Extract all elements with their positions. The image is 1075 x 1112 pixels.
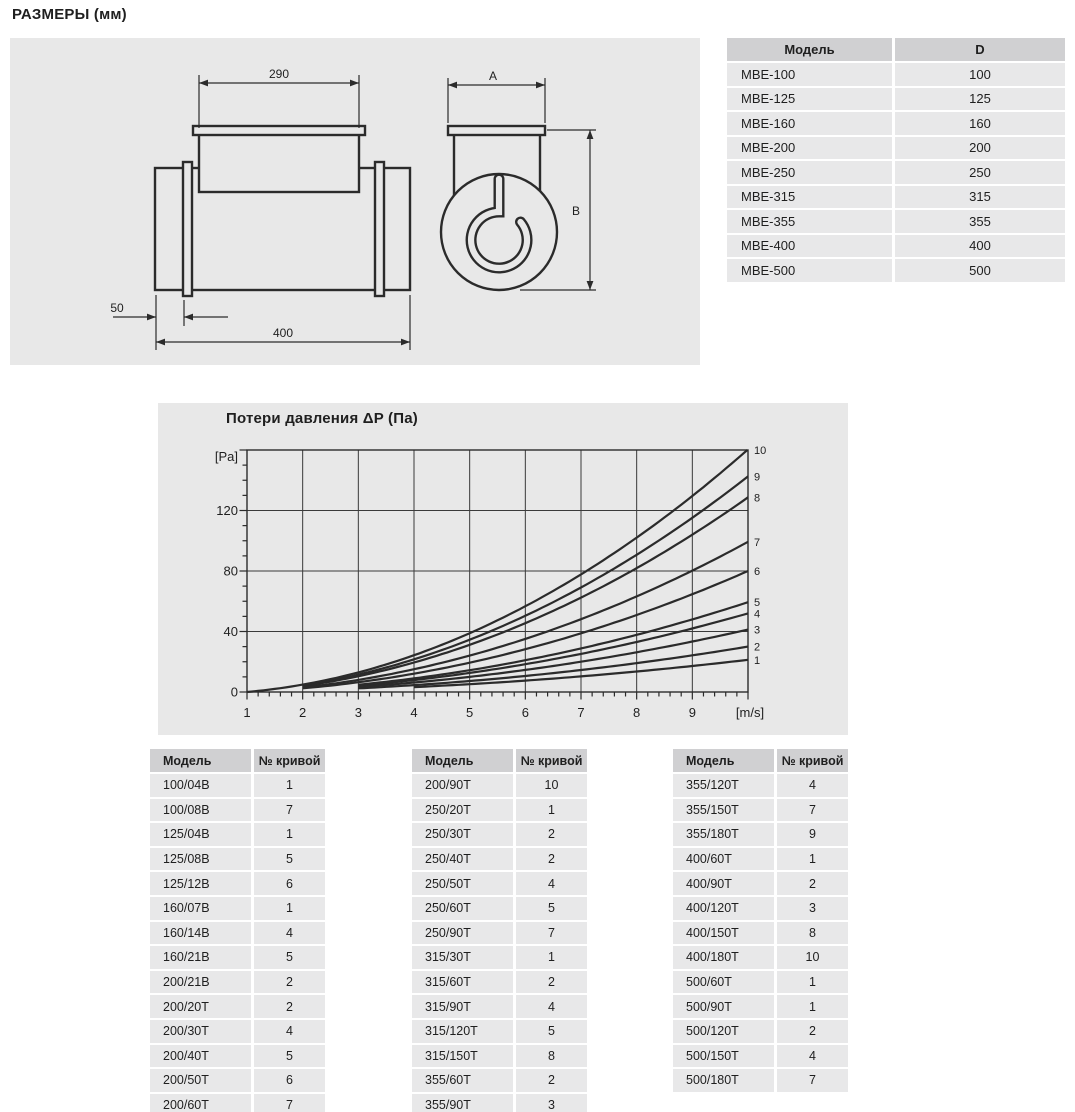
table-cell: 7 bbox=[254, 799, 325, 822]
x-tick-label: 3 bbox=[354, 705, 362, 720]
table-row bbox=[727, 259, 1065, 282]
table-cell: 2 bbox=[777, 872, 848, 895]
dimension-290 bbox=[199, 67, 359, 128]
table-row bbox=[673, 946, 848, 969]
table-row bbox=[150, 799, 325, 822]
table-cell: 1 bbox=[516, 946, 587, 969]
table-cell: 125/12В bbox=[150, 872, 254, 895]
table-cell: 4 bbox=[777, 774, 848, 797]
table-row bbox=[673, 774, 848, 797]
table-cell: 4 bbox=[516, 995, 587, 1018]
table-cell: 1 bbox=[254, 823, 325, 846]
table-row bbox=[727, 137, 1065, 160]
duct-heater-side-view bbox=[110, 67, 410, 350]
table-cell: 2 bbox=[516, 848, 587, 871]
column-header: Модель bbox=[150, 749, 254, 772]
curve-label: 3 bbox=[754, 624, 761, 637]
curve-label: 7 bbox=[754, 536, 761, 549]
table-row bbox=[673, 1045, 848, 1068]
table-cell: 160/21В bbox=[150, 946, 254, 969]
table-cell: МВЕ-355 bbox=[727, 210, 895, 233]
table-row bbox=[673, 848, 848, 871]
table-cell: 250/50Т bbox=[412, 872, 516, 895]
control-box-lid bbox=[193, 126, 365, 135]
x-tick-label: 2 bbox=[299, 705, 307, 720]
table-row bbox=[150, 848, 325, 871]
table-cell: 355/150Т bbox=[673, 799, 777, 822]
table-cell: 2 bbox=[254, 995, 325, 1018]
table-header-row bbox=[727, 38, 1065, 61]
arrow-up-icon bbox=[587, 130, 594, 139]
table-cell: 4 bbox=[777, 1045, 848, 1068]
table-header-row bbox=[412, 749, 587, 772]
table-cell: 315/120Т bbox=[412, 1020, 516, 1043]
table-cell: 1 bbox=[777, 995, 848, 1018]
table-cell: 400/180Т bbox=[673, 946, 777, 969]
table-row bbox=[150, 946, 325, 969]
table-cell: 8 bbox=[777, 922, 848, 945]
arrow-left-icon bbox=[184, 314, 193, 321]
table-cell: 7 bbox=[777, 1069, 848, 1092]
x-tick-label: 1 bbox=[243, 705, 251, 720]
arrow-left-icon bbox=[199, 80, 208, 87]
table-row bbox=[150, 774, 325, 797]
table-header-row bbox=[673, 749, 848, 772]
table-cell: 2 bbox=[516, 971, 587, 994]
table-row bbox=[727, 88, 1065, 111]
table-row bbox=[727, 63, 1065, 86]
table-cell: 315/30Т bbox=[412, 946, 516, 969]
x-tick-label: 4 bbox=[410, 705, 418, 720]
table-header-row bbox=[150, 749, 325, 772]
control-box-lid-end bbox=[448, 126, 545, 135]
table-cell: 200/20Т bbox=[150, 995, 254, 1018]
table-cell: 200/50Т bbox=[150, 1069, 254, 1092]
column-header: Модель bbox=[673, 749, 777, 772]
table-cell: 2 bbox=[516, 823, 587, 846]
dim-label-a: A bbox=[488, 69, 498, 83]
table-cell: 4 bbox=[516, 872, 587, 895]
arrow-left-icon bbox=[156, 339, 165, 346]
table-row bbox=[150, 995, 325, 1018]
table-cell: 3 bbox=[777, 897, 848, 920]
table-row bbox=[673, 922, 848, 945]
table-cell: 5 bbox=[254, 946, 325, 969]
table-cell: 400/150Т bbox=[673, 922, 777, 945]
table-row bbox=[412, 848, 587, 871]
table-cell: 315/90Т bbox=[412, 995, 516, 1018]
table-row bbox=[412, 995, 587, 1018]
table-row bbox=[412, 774, 587, 797]
table-cell: 160/14В bbox=[150, 922, 254, 945]
table-row bbox=[673, 823, 848, 846]
table-cell: 250/60Т bbox=[412, 897, 516, 920]
table-row bbox=[673, 1020, 848, 1043]
table-cell: 200/90Т bbox=[412, 774, 516, 797]
table-cell: 7 bbox=[516, 922, 587, 945]
table-row bbox=[412, 1069, 587, 1092]
table-row bbox=[150, 971, 325, 994]
table-cell: 100 bbox=[895, 63, 1065, 86]
x-tick-label: 6 bbox=[521, 705, 529, 720]
table-cell: 500 bbox=[895, 259, 1065, 282]
duct-heater-drawing bbox=[10, 38, 700, 365]
table-row bbox=[412, 922, 587, 945]
curve-label: 8 bbox=[754, 492, 761, 505]
table-row bbox=[150, 897, 325, 920]
flange-right bbox=[375, 162, 384, 296]
table-cell: 100/08В bbox=[150, 799, 254, 822]
chart-title: Потери давления ΔP (Па) bbox=[226, 410, 418, 427]
x-unit-label: [m/s] bbox=[735, 705, 765, 720]
x-tick-label: 5 bbox=[466, 705, 474, 720]
table-cell: 4 bbox=[254, 922, 325, 945]
table-cell: МВЕ-100 bbox=[727, 63, 895, 86]
table-cell: 355/120Т bbox=[673, 774, 777, 797]
table-cell: 5 bbox=[516, 1020, 587, 1043]
x-tick-label: 7 bbox=[577, 705, 585, 720]
table-cell: 400 bbox=[895, 235, 1065, 258]
table-cell: 5 bbox=[516, 897, 587, 920]
table-cell: 500/60Т bbox=[673, 971, 777, 994]
x-tick-label: 9 bbox=[688, 705, 696, 720]
curve-label: 1 bbox=[754, 654, 761, 667]
table-cell: МВЕ-200 bbox=[727, 137, 895, 160]
pressure-chart bbox=[158, 403, 848, 735]
table-cell: 500/180Т bbox=[673, 1069, 777, 1092]
dim-label-290: 290 bbox=[268, 67, 290, 81]
curve-label: 6 bbox=[754, 566, 761, 579]
table-row bbox=[150, 1020, 325, 1043]
table-cell: МВЕ-250 bbox=[727, 161, 895, 184]
table-cell: 355/60Т bbox=[412, 1069, 516, 1092]
table-cell: 400/120Т bbox=[673, 897, 777, 920]
y-unit-label: [Pa] bbox=[214, 449, 238, 464]
table-cell: 400/90Т bbox=[673, 872, 777, 895]
table-cell: 200/21В bbox=[150, 971, 254, 994]
table-cell: 125/08В bbox=[150, 848, 254, 871]
table-cell: 10 bbox=[516, 774, 587, 797]
table-cell: 2 bbox=[777, 1020, 848, 1043]
axis-ticks bbox=[240, 450, 749, 700]
table-cell: 200/60Т bbox=[150, 1094, 254, 1112]
curve-label: 9 bbox=[754, 471, 761, 484]
table-cell: МВЕ-500 bbox=[727, 259, 895, 282]
dimension-400 bbox=[156, 295, 410, 350]
table-cell: 1 bbox=[254, 897, 325, 920]
table-cell: 315/60Т bbox=[412, 971, 516, 994]
table-cell: 160 bbox=[895, 112, 1065, 135]
table-cell: 355 bbox=[895, 210, 1065, 233]
column-header: Модель bbox=[727, 38, 895, 61]
table-cell: 100/04В bbox=[150, 774, 254, 797]
table-cell: 200 bbox=[895, 137, 1065, 160]
dim-label-50: 50 bbox=[110, 301, 124, 315]
table-row bbox=[673, 1069, 848, 1092]
arrow-right-icon bbox=[536, 82, 545, 89]
table-cell: 1 bbox=[254, 774, 325, 797]
table-row bbox=[412, 823, 587, 846]
table-row bbox=[412, 872, 587, 895]
table-cell: 7 bbox=[254, 1094, 325, 1112]
table-cell: 250/20Т bbox=[412, 799, 516, 822]
table-cell: 200/40Т bbox=[150, 1045, 254, 1068]
table-row bbox=[727, 112, 1065, 135]
table-cell: 5 bbox=[254, 848, 325, 871]
column-header: № кривой bbox=[254, 749, 325, 772]
curve-table-3 bbox=[673, 747, 848, 1094]
table-row bbox=[412, 971, 587, 994]
column-header: D bbox=[895, 38, 1065, 61]
y-tick-label: 80 bbox=[223, 563, 238, 579]
table-row bbox=[673, 799, 848, 822]
dimension-a bbox=[448, 69, 545, 123]
dimensions-drawing-panel bbox=[10, 38, 700, 365]
table-cell: 355/180Т bbox=[673, 823, 777, 846]
table-row bbox=[412, 897, 587, 920]
table-cell: 9 bbox=[777, 823, 848, 846]
table-row bbox=[727, 210, 1065, 233]
table-cell: 500/90Т bbox=[673, 995, 777, 1018]
model-diameter-table bbox=[727, 36, 1065, 284]
x-tick-label: 8 bbox=[633, 705, 641, 720]
arrow-right-icon bbox=[350, 80, 359, 87]
table-row bbox=[673, 897, 848, 920]
table-cell: 125/04В bbox=[150, 823, 254, 846]
arrow-down-icon bbox=[587, 281, 594, 290]
arrow-left-icon bbox=[448, 82, 457, 89]
table-cell: 200/30Т bbox=[150, 1020, 254, 1043]
curve-label: 5 bbox=[754, 597, 761, 610]
table-row bbox=[150, 823, 325, 846]
table-row bbox=[412, 1094, 587, 1112]
table-row bbox=[150, 922, 325, 945]
table-row bbox=[727, 186, 1065, 209]
table-cell: 1 bbox=[777, 848, 848, 871]
table-cell: 2 bbox=[254, 971, 325, 994]
table-cell: 355/90Т bbox=[412, 1094, 516, 1112]
table-cell: 3 bbox=[516, 1094, 587, 1112]
y-tick-label: 40 bbox=[223, 624, 238, 639]
table-cell: 250/40Т bbox=[412, 848, 516, 871]
table-row bbox=[412, 1045, 587, 1068]
table-cell: 10 bbox=[777, 946, 848, 969]
table-row bbox=[412, 799, 587, 822]
table-cell: 4 bbox=[254, 1020, 325, 1043]
dim-label-400: 400 bbox=[272, 326, 294, 340]
table-cell: 250 bbox=[895, 161, 1065, 184]
curve-table-1 bbox=[150, 747, 325, 1112]
table-row bbox=[727, 235, 1065, 258]
table-cell: МВЕ-315 bbox=[727, 186, 895, 209]
table-cell: 1 bbox=[516, 799, 587, 822]
page-title: РАЗМЕРЫ (мм) bbox=[12, 6, 127, 23]
table-cell: 6 bbox=[254, 1069, 325, 1092]
table-row bbox=[412, 946, 587, 969]
table-cell: 8 bbox=[516, 1045, 587, 1068]
table-cell: 400/60Т bbox=[673, 848, 777, 871]
table-cell: 500/120Т bbox=[673, 1020, 777, 1043]
table-row bbox=[673, 995, 848, 1018]
column-header: № кривой bbox=[516, 749, 587, 772]
table-row bbox=[673, 971, 848, 994]
table-cell: 6 bbox=[254, 872, 325, 895]
column-header: Модель bbox=[412, 749, 516, 772]
table-row bbox=[150, 872, 325, 895]
dim-label-b: B bbox=[571, 204, 581, 218]
table-cell: 250/90Т bbox=[412, 922, 516, 945]
table-cell: 315/150Т bbox=[412, 1045, 516, 1068]
table-cell: 160/07В bbox=[150, 897, 254, 920]
table-cell: МВЕ-400 bbox=[727, 235, 895, 258]
table-cell: 250/30Т bbox=[412, 823, 516, 846]
table-row bbox=[727, 161, 1065, 184]
table-cell: 1 bbox=[777, 971, 848, 994]
curve-labels bbox=[754, 445, 766, 667]
table-cell: 5 bbox=[254, 1045, 325, 1068]
table-row bbox=[150, 1094, 325, 1112]
table-cell: 500/150Т bbox=[673, 1045, 777, 1068]
table-cell: 2 bbox=[516, 1069, 587, 1092]
duct-heater-end-view bbox=[441, 69, 596, 290]
pressure-loss-panel bbox=[158, 403, 848, 735]
dimension-50 bbox=[110, 300, 228, 326]
curve-label: 4 bbox=[754, 608, 761, 621]
table-cell: 7 bbox=[777, 799, 848, 822]
arrow-right-icon bbox=[147, 314, 156, 321]
curve-4 bbox=[358, 613, 748, 685]
y-tick-label: 120 bbox=[216, 503, 238, 518]
table-row bbox=[673, 872, 848, 895]
curve-label: 2 bbox=[754, 641, 761, 654]
table-cell: 315 bbox=[895, 186, 1065, 209]
arrow-right-icon bbox=[401, 339, 410, 346]
flange-left bbox=[183, 162, 192, 296]
curve-table-2 bbox=[412, 747, 587, 1112]
table-cell: МВЕ-125 bbox=[727, 88, 895, 111]
table-cell: МВЕ-160 bbox=[727, 112, 895, 135]
column-header: № кривой bbox=[777, 749, 848, 772]
table-row bbox=[412, 1020, 587, 1043]
table-row bbox=[150, 1045, 325, 1068]
curve-label: 10 bbox=[754, 445, 767, 457]
y-tick-label: 0 bbox=[230, 684, 238, 700]
table-cell: 125 bbox=[895, 88, 1065, 111]
control-box bbox=[199, 134, 359, 192]
table-row bbox=[150, 1069, 325, 1092]
